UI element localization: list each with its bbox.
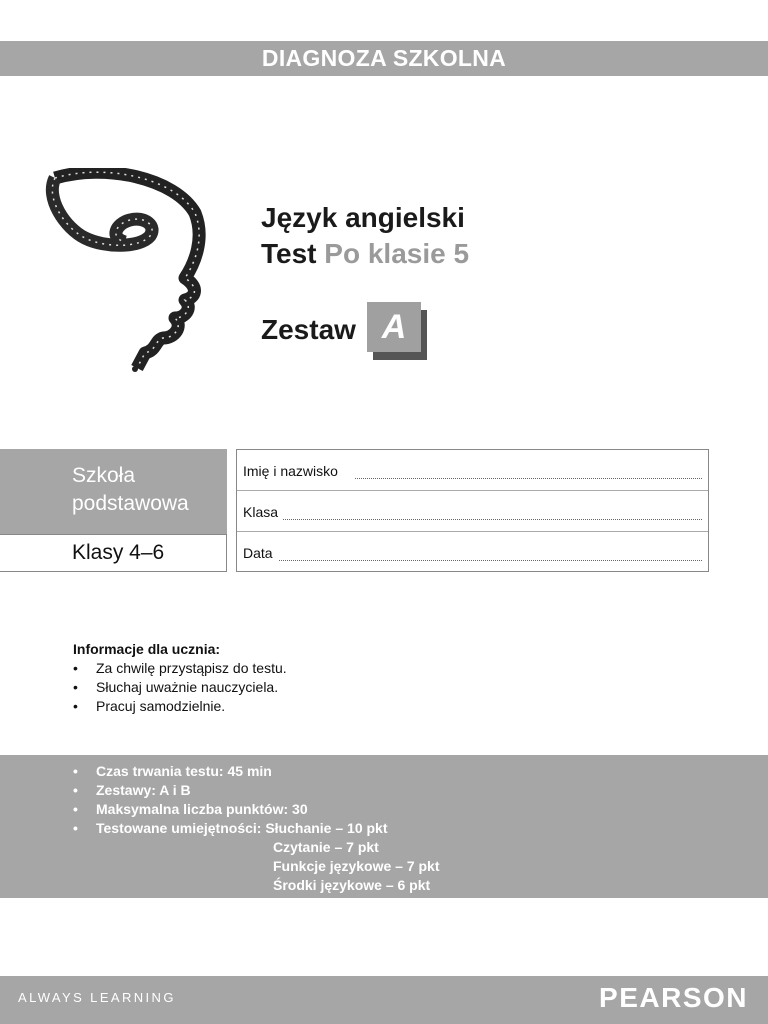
list-item: • Słuchaj uważnie nauczyciela.: [73, 678, 287, 697]
student-info: [73, 640, 287, 716]
class-row: [237, 491, 708, 532]
name-row: [237, 450, 708, 491]
school-type: [72, 462, 189, 518]
student-info-heading: Informacje dla ucznia:: [73, 641, 221, 657]
test-max-points: • Maksymalna liczba punktów: 30: [73, 800, 440, 819]
name-label: Imię i nazwisko: [243, 463, 338, 479]
date-row: [237, 532, 708, 572]
class-label: Klasa: [243, 504, 279, 520]
school-type-box: [0, 449, 227, 534]
skill-language-functions: Funkcje językowe – 7 pkt: [273, 858, 440, 874]
brand-logo: PEARSON: [599, 982, 748, 1013]
test-facts-band: [0, 755, 768, 898]
name-field[interactable]: [355, 478, 702, 479]
measuring-tape-head-icon: [45, 168, 215, 378]
test-title-block: [261, 200, 469, 272]
list-item: • Pracuj samodzielnie.: [73, 697, 287, 716]
test-grade-line: [261, 236, 469, 272]
footer-slogan: ALWAYS LEARNING: [18, 990, 176, 1005]
header-title: DIAGNOZA SZKOLNA: [261, 45, 507, 71]
test-facts-list: [73, 762, 440, 895]
test-word: Test: [261, 238, 317, 269]
grades-label: Klasy 4–6: [72, 541, 165, 564]
student-details-form: [236, 449, 709, 572]
test-skills: • Testowane umiejętności: Słuchanie – 10 pkt: [73, 819, 440, 838]
list-item: • Za chwilę przystąpisz do testu.: [73, 659, 287, 678]
set-badge: A: [367, 302, 421, 352]
test-grade: Po klasie 5: [324, 238, 470, 269]
student-info-list: [73, 659, 287, 716]
school-type-line1: Szkoła: [72, 464, 136, 487]
date-label: Data: [243, 545, 273, 561]
set-label: Zestaw: [261, 314, 356, 345]
footer: [0, 976, 768, 1024]
class-field[interactable]: [283, 519, 702, 520]
school-type-line2: podstawowa: [72, 492, 189, 515]
grades-box: [0, 534, 227, 572]
skill-reading: Czytanie – 7 pkt: [273, 839, 379, 855]
date-field[interactable]: [279, 560, 702, 561]
header-banner: [0, 41, 768, 76]
test-sets: • Zestawy: A i B: [73, 781, 440, 800]
test-duration: • Czas trwania testu: 45 min: [73, 762, 440, 781]
subject-title: Język angielski: [261, 202, 465, 233]
skill-language-means: Środki językowe – 6 pkt: [273, 877, 431, 893]
